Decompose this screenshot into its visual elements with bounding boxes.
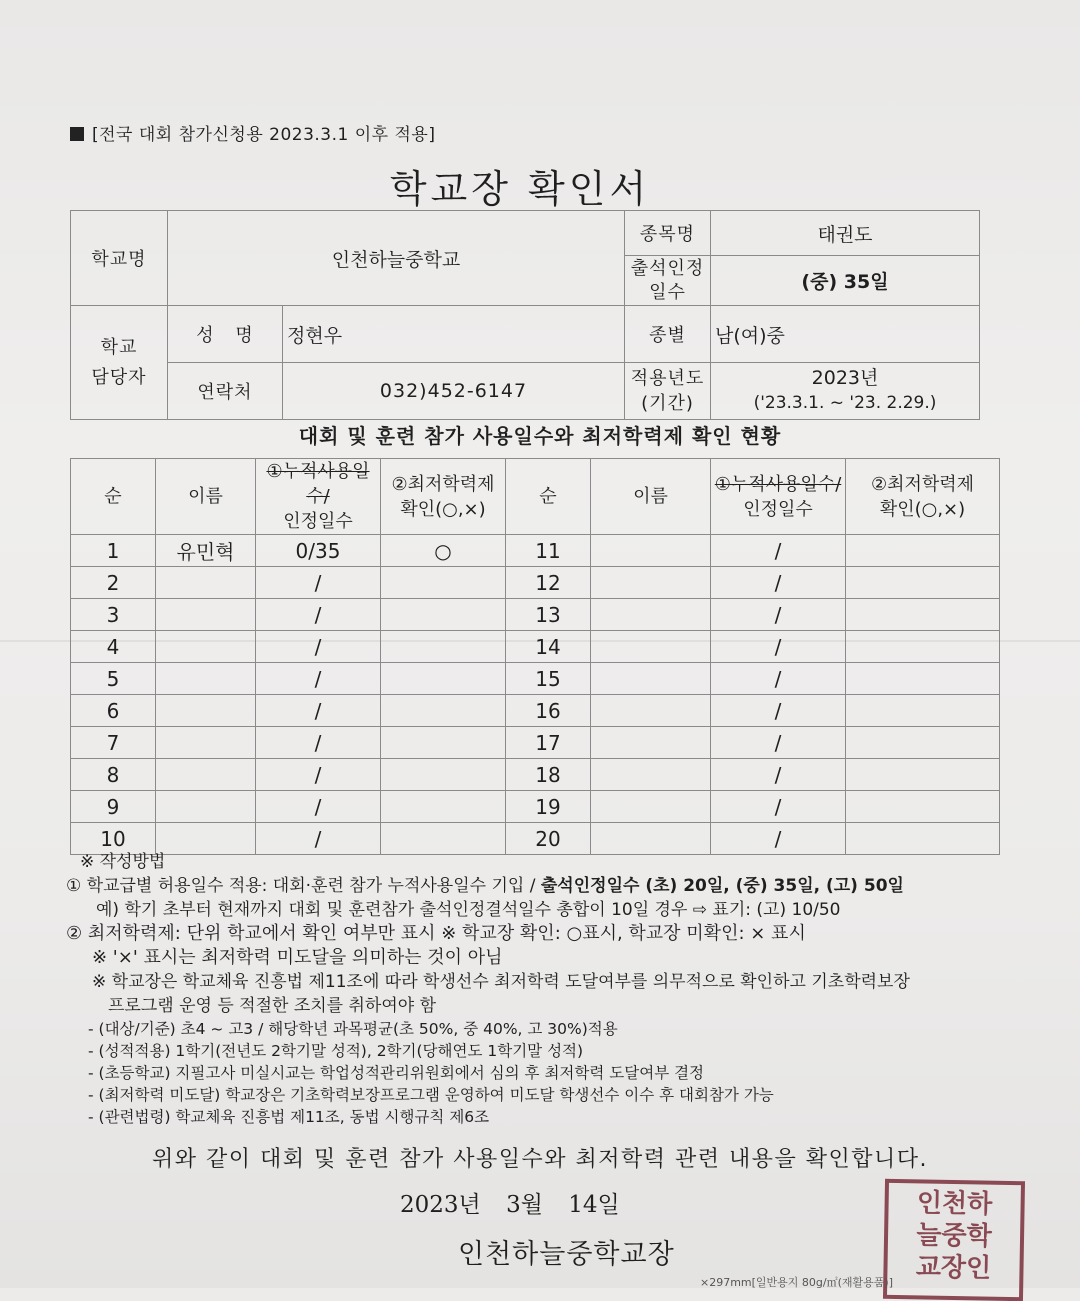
row-name xyxy=(591,567,711,599)
notes-heading: ※ 작성방법 xyxy=(80,852,166,872)
row-name xyxy=(156,663,256,695)
detail-3: - (초등학교) 지필고사 미실시교는 학업성적관리위원회에서 심의 후 최저학력 도달여부 결정 xyxy=(88,1064,705,1082)
row-days: / xyxy=(256,791,381,823)
row-name: 유민혁 xyxy=(156,535,256,567)
row-no: 10 xyxy=(71,823,156,855)
usage-table-body xyxy=(71,535,1000,855)
row-name xyxy=(156,631,256,663)
writing-notes xyxy=(66,850,1026,1128)
table-row xyxy=(71,791,1000,823)
form-note xyxy=(70,120,435,145)
note-1-example: 예) 학기 초부터 현재까지 대회 및 훈련참가 출석인정결석일수 총합이 10일 경우 ⇨ 표기: (고) 10/50 xyxy=(96,900,841,920)
row-name xyxy=(156,727,256,759)
row-days: / xyxy=(256,663,381,695)
official-seal: 인천하 늘중학 교장인 xyxy=(883,1179,1025,1301)
row-days: / xyxy=(256,695,381,727)
row-academic xyxy=(381,567,506,599)
issue-date: 2023년 3월 14일 xyxy=(400,1192,620,1218)
row-no: 9 xyxy=(71,791,156,823)
row-no: 5 xyxy=(71,663,156,695)
status-title: 대회 및 훈련 참가 사용일수와 최저학력제 확인 현황 xyxy=(298,424,782,448)
table-header-row xyxy=(71,459,1000,535)
principal-signature: 인천하늘중학교장 xyxy=(458,1239,675,1270)
row-academic xyxy=(846,599,1000,631)
header-name: 이름 xyxy=(156,459,256,535)
note-3: ※ '×' 표시는 최저학력 미도달을 의미하는 것이 아님 xyxy=(92,947,503,968)
row-name xyxy=(156,599,256,631)
detail-5: - (관련법령) 학교체육 진흥법 제11조, 동법 시행규칙 제6조 xyxy=(88,1108,490,1126)
row-days: / xyxy=(711,791,846,823)
header-no: 순 xyxy=(71,459,156,535)
row-no: 15 xyxy=(506,663,591,695)
row-days: / xyxy=(711,663,846,695)
row-days: / xyxy=(711,631,846,663)
name-label: 성 명 xyxy=(168,306,283,363)
row-days: / xyxy=(711,599,846,631)
row-academic xyxy=(846,535,1000,567)
row-academic xyxy=(846,791,1000,823)
row-days: / xyxy=(256,823,381,855)
row-name xyxy=(591,695,711,727)
row-name xyxy=(156,695,256,727)
row-days: / xyxy=(256,759,381,791)
event-label: 종목명 xyxy=(625,211,711,256)
table-row xyxy=(71,567,1000,599)
school-label: 학교명 xyxy=(71,211,168,306)
row-academic: ○ xyxy=(381,535,506,567)
square-bullet-icon xyxy=(70,127,84,141)
row-academic xyxy=(381,599,506,631)
gender-label: 종별 xyxy=(625,306,711,363)
header-days-2: ①누적사용일수/ 인정일수 xyxy=(711,459,846,535)
row-academic xyxy=(846,727,1000,759)
row-name xyxy=(591,631,711,663)
row-days: / xyxy=(256,631,381,663)
row-academic xyxy=(381,663,506,695)
note-1: ① 학교급별 허용일수 적용: 대회·훈련 참가 누적사용일수 기입 / 출석인정일수 (초) 20일, (중) 35일, (고) 50일 xyxy=(66,876,904,896)
row-no: 3 xyxy=(71,599,156,631)
row-days: / xyxy=(256,727,381,759)
year-value: 2023년 xyxy=(811,367,879,389)
school-value: 인천하늘중학교 xyxy=(168,211,625,306)
row-no: 7 xyxy=(71,727,156,759)
row-name xyxy=(591,759,711,791)
header-academic-2: ②최저학력제 확인(○,×) xyxy=(846,459,1000,535)
gender-value: 남(여)중 xyxy=(711,306,980,363)
attendance-value: (중) 35일 xyxy=(711,256,980,306)
detail-4: - (최저학력 미도달) 학교장은 기초학력보장프로그램 운영하여 미도달 학생선수 이수 후 대회참가 가능 xyxy=(88,1086,774,1104)
paper-spec: ×297mm[일반용지 80g/㎡(재활용품)] xyxy=(700,1276,893,1289)
info-table xyxy=(70,210,980,420)
table-row xyxy=(71,631,1000,663)
table-row xyxy=(71,759,1000,791)
note-2: ② 최저학력제: 단위 학교에서 확인 여부만 표시 ※ 학교장 확인: ○표시, 학교장 미확인: × 표시 xyxy=(66,923,806,944)
row-days: / xyxy=(711,759,846,791)
row-days: / xyxy=(256,567,381,599)
row-name xyxy=(591,599,711,631)
row-academic xyxy=(846,567,1000,599)
row-academic xyxy=(846,663,1000,695)
row-academic xyxy=(381,759,506,791)
row-days: / xyxy=(711,535,846,567)
row-academic xyxy=(381,695,506,727)
row-name xyxy=(591,535,711,567)
row-no: 12 xyxy=(506,567,591,599)
row-no: 19 xyxy=(506,791,591,823)
row-no: 2 xyxy=(71,567,156,599)
name-value: 정현우 xyxy=(283,306,625,363)
row-name xyxy=(156,567,256,599)
header-academic: ②최저학력제 확인(○,×) xyxy=(381,459,506,535)
row-no: 6 xyxy=(71,695,156,727)
row-days: / xyxy=(711,823,846,855)
row-name xyxy=(591,727,711,759)
detail-1: - (대상/기준) 초4 ~ 고3 / 해당학년 과목평균(초 50%, 중 40%, 고 30%)적용 xyxy=(88,1020,618,1038)
row-academic xyxy=(381,727,506,759)
note-4b: 프로그램 운영 등 적절한 조치를 취하여야 함 xyxy=(108,996,437,1016)
contact-label: 연락처 xyxy=(168,363,283,420)
header-days: ①누적사용일수/ 인정일수 xyxy=(256,459,381,535)
row-days: / xyxy=(711,727,846,759)
table-row xyxy=(71,599,1000,631)
row-no: 4 xyxy=(71,631,156,663)
form-note-text: [전국 대회 참가신청용 2023.3.1 이후 적용] xyxy=(92,125,436,145)
usage-table xyxy=(70,458,1000,855)
row-name xyxy=(156,759,256,791)
row-days: 0/35 xyxy=(256,535,381,567)
header-name-2: 이름 xyxy=(591,459,711,535)
period-value: ('23.3.1. ~ '23. 2.29.) xyxy=(753,393,937,413)
row-no: 13 xyxy=(506,599,591,631)
detail-2: - (성적적용) 1학기(전년도 2학기말 성적), 2학기(당해연도 1학기말 성적) xyxy=(88,1042,584,1060)
row-no: 20 xyxy=(506,823,591,855)
row-no: 17 xyxy=(506,727,591,759)
year-label: 적용년도 (기간) xyxy=(625,363,711,420)
table-row xyxy=(71,535,1000,567)
year-cell xyxy=(711,363,980,420)
manager-label: 학교 담당자 xyxy=(71,306,168,420)
row-academic xyxy=(381,791,506,823)
note-4a: ※ 학교장은 학교체육 진흥법 제11조에 따라 학생선수 최저학력 도달여부를 의무적으로 확인하고 기초학력보장 xyxy=(92,972,910,992)
row-academic xyxy=(381,631,506,663)
table-row xyxy=(71,727,1000,759)
row-days: / xyxy=(711,567,846,599)
page-title: 학교장 확인서 xyxy=(389,167,651,211)
row-days: / xyxy=(256,599,381,631)
row-name xyxy=(591,791,711,823)
row-no: 11 xyxy=(506,535,591,567)
row-name xyxy=(156,791,256,823)
row-no: 18 xyxy=(506,759,591,791)
attendance-label: 출석인정 일수 xyxy=(625,256,711,306)
row-academic xyxy=(846,631,1000,663)
row-no: 8 xyxy=(71,759,156,791)
row-no: 14 xyxy=(506,631,591,663)
confirmation-text: 위와 같이 대회 및 훈련 참가 사용일수와 최저학력 관련 내용을 확인합니다. xyxy=(152,1147,928,1172)
row-name xyxy=(591,663,711,695)
event-value: 태권도 xyxy=(711,211,980,256)
row-no: 16 xyxy=(506,695,591,727)
header-no-2: 순 xyxy=(506,459,591,535)
row-days: / xyxy=(711,695,846,727)
table-row xyxy=(71,695,1000,727)
contact-value: 032)452-6147 xyxy=(283,363,625,420)
table-row xyxy=(71,663,1000,695)
row-academic xyxy=(846,759,1000,791)
row-academic xyxy=(846,695,1000,727)
row-no: 1 xyxy=(71,535,156,567)
